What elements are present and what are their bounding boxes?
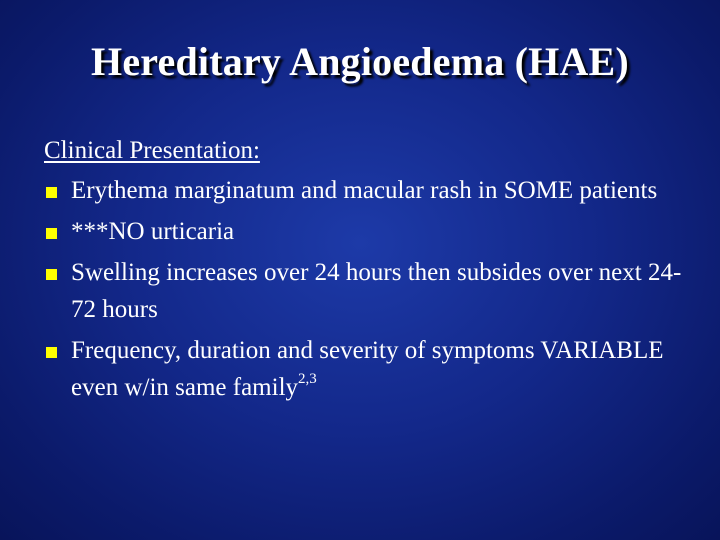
list-item — [44, 254, 684, 328]
slide-title: Hereditary Angioedema (HAE) — [91, 39, 629, 84]
bullet-list — [44, 172, 684, 406]
citation-superscript: 2,3 — [298, 370, 317, 387]
square-bullet-icon — [46, 228, 57, 239]
square-bullet-icon — [46, 187, 57, 198]
slide-content — [44, 134, 684, 410]
bullet-text: Swelling increases over 24 hours then subsides over next 24-72 hours — [71, 259, 682, 323]
section-heading: Clinical Presentation: — [44, 137, 260, 164]
bullet-text: ***NO urticaria — [71, 218, 235, 245]
list-item — [44, 332, 684, 406]
bullet-text: Frequency, duration and severity of symptoms VARIABLE even w/in same family — [71, 337, 664, 401]
square-bullet-icon — [46, 269, 57, 280]
list-item — [44, 213, 684, 250]
list-item — [44, 172, 684, 209]
square-bullet-icon — [46, 347, 57, 358]
bullet-text: Erythema marginatum and macular rash in SOME patients — [71, 177, 658, 204]
